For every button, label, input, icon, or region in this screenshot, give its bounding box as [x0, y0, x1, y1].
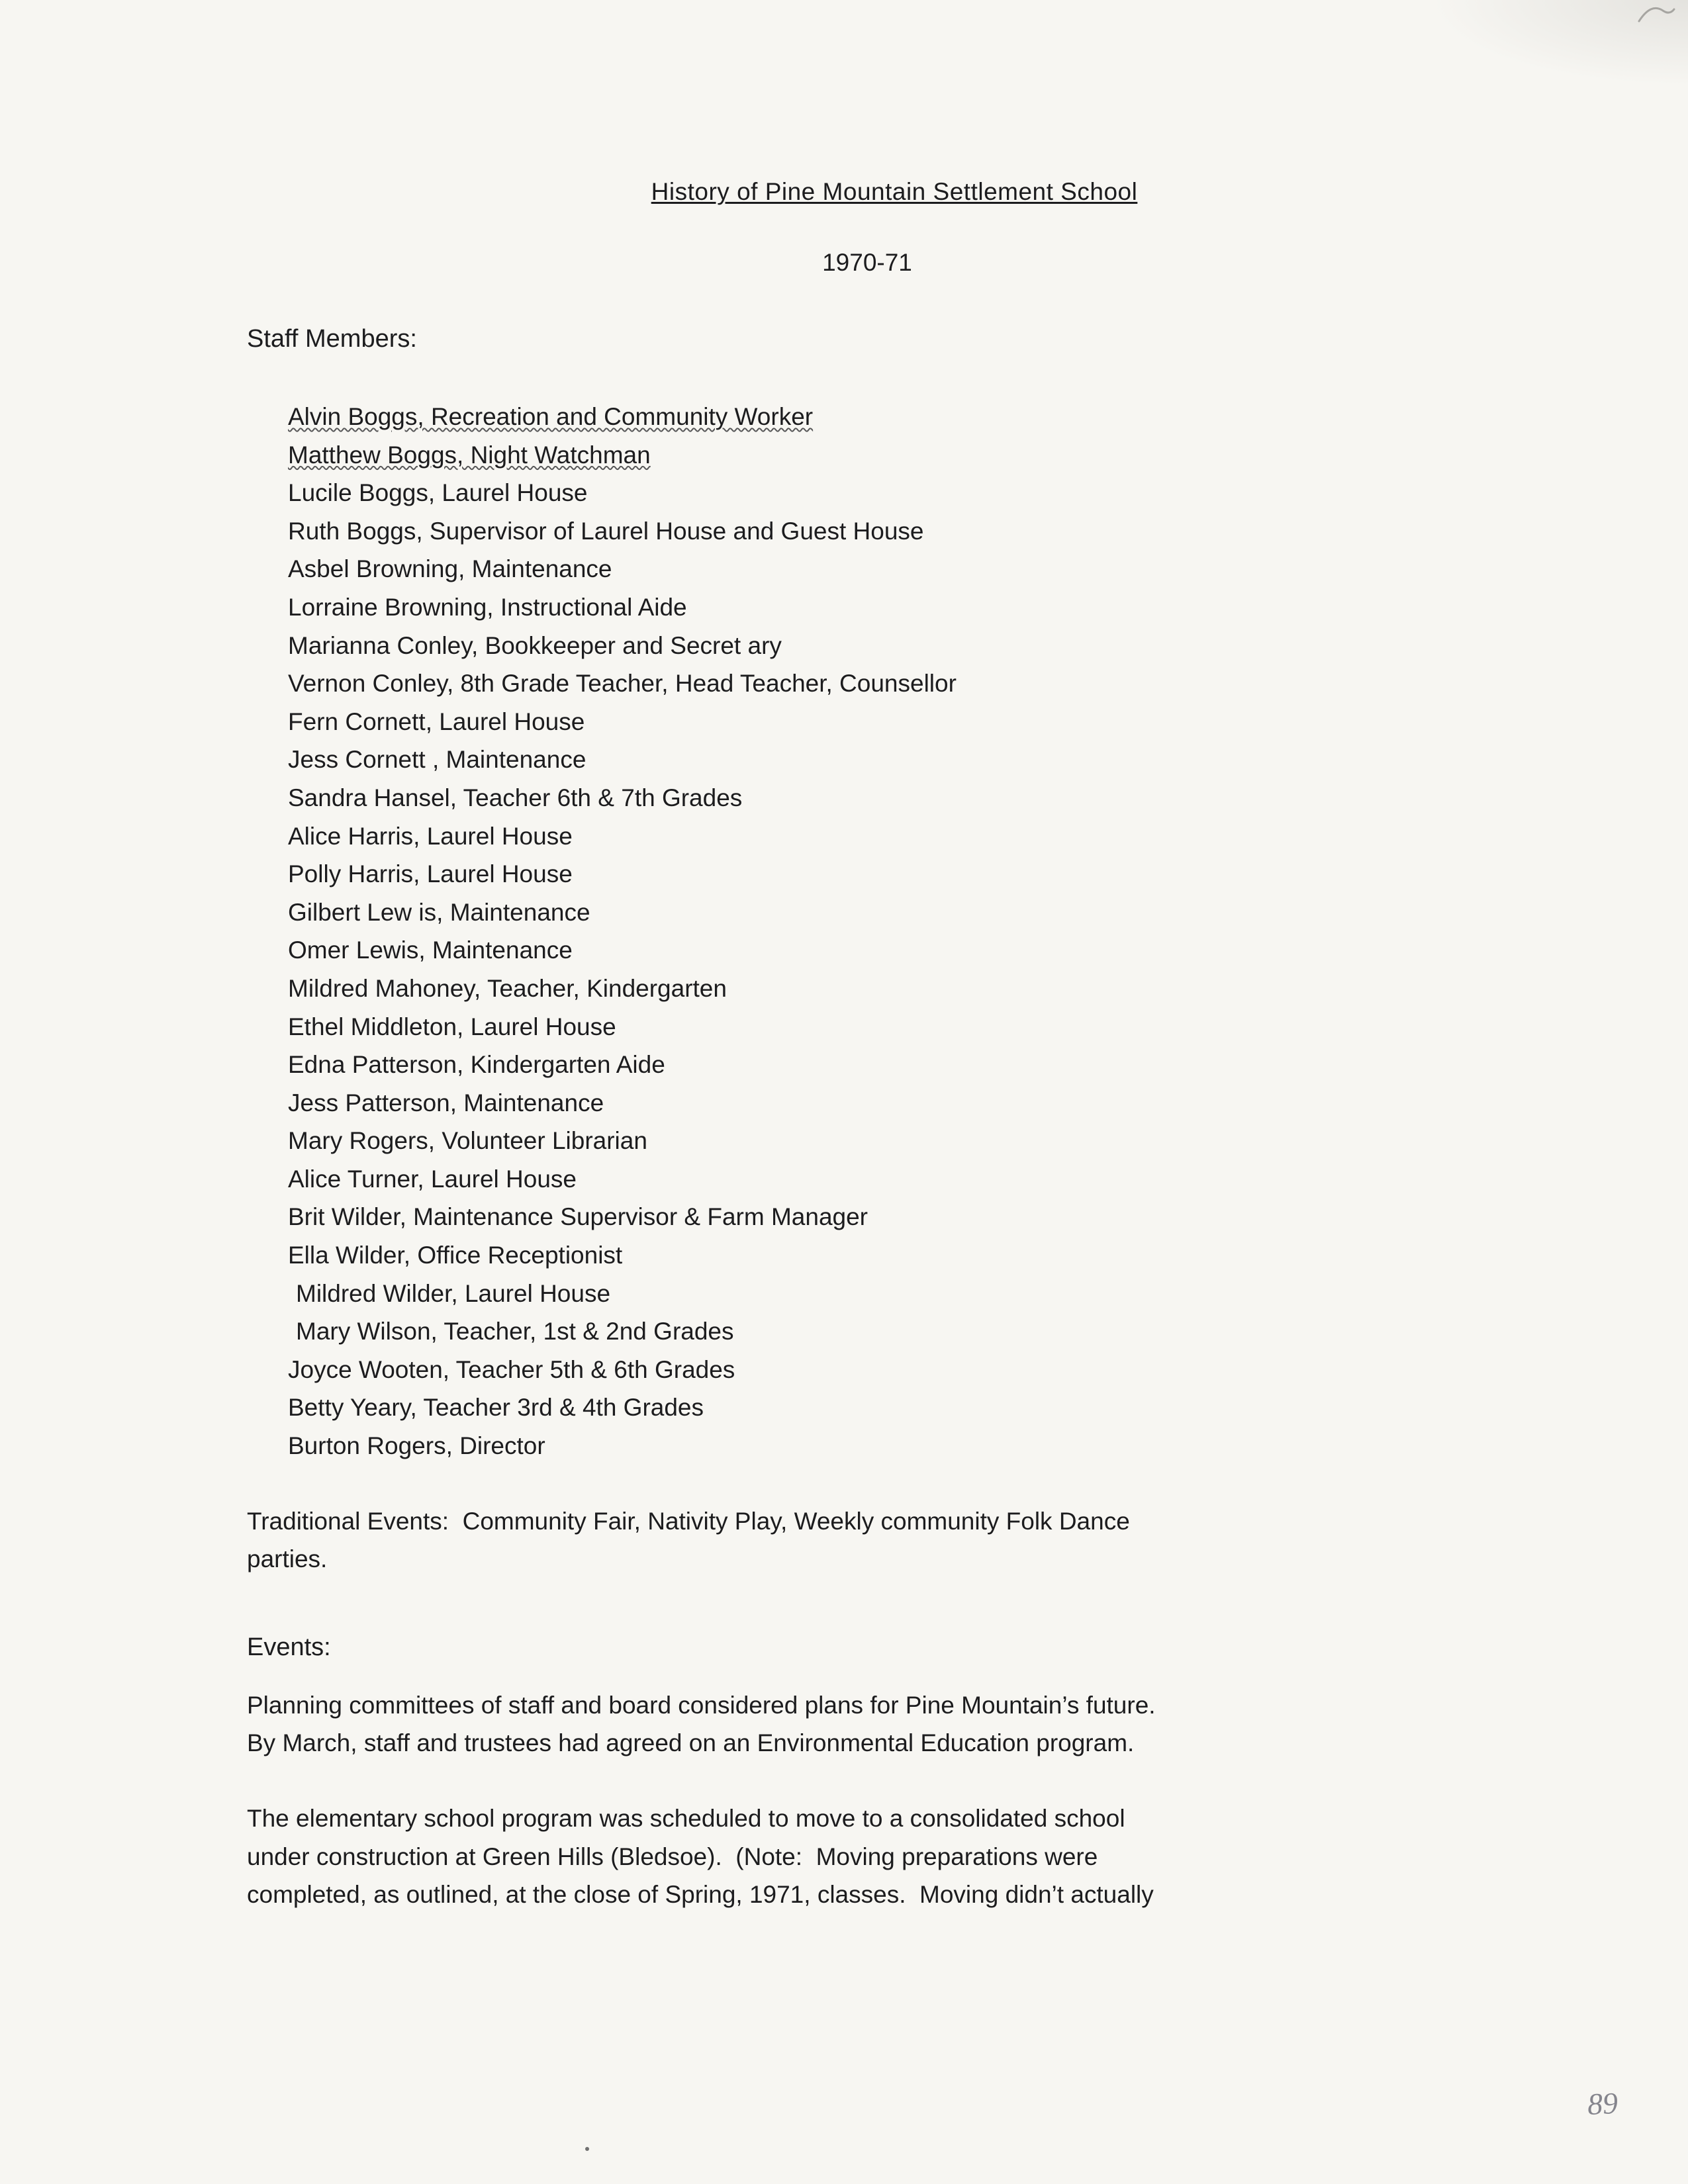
staff-member-line: Jess Cornett , Maintenance: [288, 746, 586, 774]
staff-member-line: Ruth Boggs, Supervisor of Laurel House and Guest House: [288, 517, 924, 545]
events-heading: Events:: [247, 1633, 331, 1661]
staff-member-line: Sandra Hansel, Teacher 6th & 7th Grades: [288, 784, 743, 811]
text-line: The elementary school program was scheduled to move to a consolidated school: [247, 1805, 1125, 1832]
staff-member-line: Joyce Wooten, Teacher 5th & 6th Grades: [288, 1355, 735, 1383]
text-line: parties.: [247, 1545, 328, 1573]
handwritten-page-number: 89: [1586, 2085, 1619, 2122]
text-line: Planning committees of staff and board considered plans for Pine Mountain’s future.: [247, 1691, 1156, 1719]
staff-member-line: Lucile Boggs, Laurel House: [288, 479, 588, 507]
staff-member-line: Omer Lewis, Maintenance: [288, 936, 573, 964]
staff-member-line: Edna Patterson, Kindergarten Aide: [288, 1051, 665, 1079]
staff-member-list: [288, 398, 1688, 1465]
staff-member-line: Betty Yeary, Teacher 3rd & 4th Grades: [288, 1394, 704, 1422]
staff-member-line: Burton Rogers, Director: [288, 1432, 545, 1460]
staff-member-line: Gilbert Lew is, Maintenance: [288, 898, 590, 926]
staff-member-line: Mary Rogers, Volunteer Librarian: [288, 1127, 647, 1155]
staff-members-heading: Staff Members:: [247, 325, 417, 353]
staff-member-line: Brit Wilder, Maintenance Supervisor & Farm Manager: [288, 1203, 868, 1231]
staff-member-line: Vernon Conley, 8th Grade Teacher, Head Teacher, Counsellor: [288, 670, 957, 698]
staff-member-line: Alice Harris, Laurel House: [288, 822, 573, 850]
staff-member-line: Marianna Conley, Bookkeeper and Secret ary: [288, 631, 782, 659]
traditional-events-paragraph: [247, 1502, 1688, 1578]
staff-member-line: Jess Patterson, Maintenance: [288, 1089, 604, 1116]
text-line: Traditional Events: Community Fair, Nativity Play, Weekly community Folk Dance: [247, 1507, 1130, 1535]
staff-member-line: Mary Wilson, Teacher, 1st & 2nd Grades: [296, 1318, 734, 1345]
staff-member-line: Mildred Wilder, Laurel House: [296, 1279, 611, 1307]
text-line: completed, as outlined, at the close of Spring, 1971, classes. Moving didn’t actually: [247, 1881, 1154, 1909]
staff-member-line: Polly Harris, Laurel House: [288, 860, 573, 888]
staff-member-line: Ella Wilder, Office Receptionist: [288, 1242, 623, 1269]
pen-squiggle-icon: [1636, 1, 1676, 25]
staff-member-line: Asbel Browning, Maintenance: [288, 555, 612, 583]
text-line: under construction at Green Hills (Bledsoe). (Note: Moving preparations were: [247, 1843, 1098, 1870]
staff-member-line: Fern Cornett, Laurel House: [288, 707, 585, 735]
document-title: History of Pine Mountain Settlement School: [651, 178, 1138, 205]
staff-member-line: Ethel Middleton, Laurel House: [288, 1013, 616, 1040]
stray-pen-dot: [585, 2147, 589, 2151]
text-line: By March, staff and trustees had agreed on an Environmental Education program.: [247, 1729, 1135, 1757]
events-paragraph-elementary-school: [247, 1799, 1688, 1914]
document-date: 1970-71: [822, 249, 912, 276]
staff-member-line: Matthew Boggs, Night Watchman: [288, 441, 651, 469]
staff-member-line: Alice Turner, Laurel House: [288, 1165, 577, 1193]
staff-member-line: Lorraine Browning, Instructional Aide: [288, 593, 687, 621]
staff-member-line: Alvin Boggs, Recreation and Community Worker: [288, 403, 814, 430]
events-paragraph-planning: [247, 1686, 1688, 1762]
staff-member-line: Mildred Mahoney, Teacher, Kindergarten: [288, 974, 727, 1002]
